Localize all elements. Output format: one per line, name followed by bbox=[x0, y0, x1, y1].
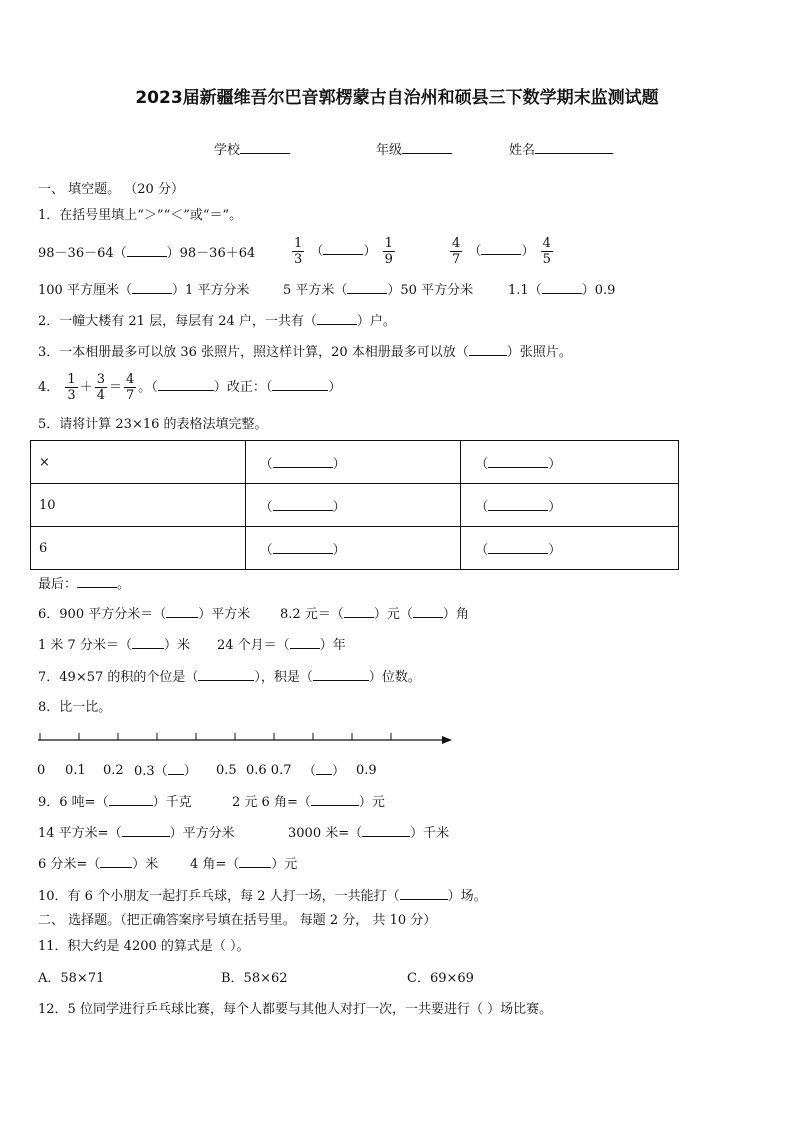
arrow-icon bbox=[442, 736, 452, 744]
q8-prompt: 8．比一比。 bbox=[38, 700, 112, 715]
tick-label: 0 bbox=[37, 763, 46, 778]
fraction: $\frac{1}{3}$ bbox=[67, 372, 76, 403]
fraction: $\frac{4}{7}$ bbox=[452, 236, 461, 267]
q10-text: 10．有 6 个小朋友一起打乒乓球，每 2 人打一场，一共能打（ bbox=[38, 889, 400, 904]
plus-sign: ＋ bbox=[79, 380, 93, 395]
q11-option-a[interactable]: A．58×71 bbox=[38, 971, 105, 986]
q1-compare-5 bbox=[283, 282, 473, 299]
table-cell: × bbox=[31, 441, 246, 484]
answer-blank[interactable] bbox=[239, 856, 271, 868]
answer-blank[interactable] bbox=[488, 456, 548, 468]
name-field[interactable] bbox=[509, 142, 613, 159]
q6-text: ）角 bbox=[442, 607, 469, 622]
answer-blank[interactable] bbox=[488, 542, 548, 554]
answer-blank[interactable] bbox=[542, 282, 582, 294]
q9-text: ）元 bbox=[271, 857, 298, 872]
q1-compare-1 bbox=[38, 245, 255, 262]
name-blank[interactable] bbox=[535, 142, 613, 154]
answer-blank[interactable] bbox=[273, 542, 333, 554]
answer-blank[interactable] bbox=[109, 794, 153, 806]
q1-compare-4-right: ）1 平方分米 bbox=[171, 283, 250, 298]
q5-prompt: 5．请将计算 23×16 的表格法填完整。 bbox=[38, 417, 268, 432]
table-cell: （ ） bbox=[461, 484, 679, 527]
q7-text: ），积是（ bbox=[254, 670, 313, 685]
q2-text: 2．一幢大楼有 21 层，每层有 24 户，一共有（ bbox=[38, 314, 317, 329]
answer-blank[interactable] bbox=[127, 245, 167, 257]
school-field[interactable] bbox=[214, 142, 290, 159]
page-title: 2023届新疆维吾尔巴音郭楞蒙古自治州和硕县三下数学期末监测试题 bbox=[135, 88, 659, 108]
answer-blank[interactable] bbox=[290, 637, 320, 649]
q9-text: 2 元 6 角=（ bbox=[232, 795, 311, 810]
q1-compare-6-right: ）0.9 bbox=[581, 283, 616, 298]
grade-field[interactable] bbox=[376, 142, 452, 159]
q4-text-2: ）改正：（ bbox=[213, 380, 273, 395]
answer-blank[interactable] bbox=[132, 637, 164, 649]
q9-text: ）平方分米 bbox=[169, 826, 235, 841]
q6-row1-b bbox=[280, 606, 469, 623]
q9-row3-b bbox=[190, 856, 297, 873]
q9-text: 6 分米=（ bbox=[38, 857, 101, 872]
q9-row2-a bbox=[38, 825, 235, 842]
answer-blank[interactable] bbox=[311, 794, 359, 806]
q7-text: ）位数。 bbox=[368, 670, 421, 685]
table-cell: 10 bbox=[31, 484, 246, 527]
answer-blank[interactable] bbox=[273, 456, 333, 468]
answer-blank[interactable] bbox=[273, 499, 333, 511]
multiplication-table bbox=[30, 440, 679, 570]
q1-compare-1-right: ）98－36＋64 bbox=[166, 246, 256, 261]
q5-last-label: 最后： bbox=[38, 577, 78, 592]
tick-label: 0.9 bbox=[356, 763, 377, 778]
school-label: 学校 bbox=[214, 143, 241, 158]
answer-blank[interactable] bbox=[316, 763, 332, 775]
q1-compare-5-right: ）50 平方分米 bbox=[387, 283, 474, 298]
answer-blank[interactable] bbox=[317, 313, 357, 325]
fraction: $\frac{3}{4}$ bbox=[96, 372, 105, 403]
answer-blank[interactable] bbox=[344, 606, 374, 618]
tick-label: 0.5 bbox=[216, 763, 237, 778]
name-label: 姓名 bbox=[509, 143, 536, 158]
q4-text-end: ） bbox=[328, 380, 342, 395]
q6-row1-a bbox=[38, 606, 250, 623]
q9-text: 4 角=（ bbox=[190, 857, 240, 872]
q5-last bbox=[38, 576, 130, 593]
table-cell: （ ） bbox=[245, 527, 461, 570]
q6-text: 6．900 平方分米＝（ bbox=[38, 607, 167, 622]
q9-row3-a bbox=[38, 856, 158, 873]
q4-number: 4． bbox=[38, 380, 60, 395]
answer-blank[interactable] bbox=[323, 243, 363, 255]
q1-compare-6 bbox=[508, 282, 615, 299]
answer-blank[interactable] bbox=[488, 499, 548, 511]
answer-blank[interactable] bbox=[469, 344, 507, 356]
answer-blank[interactable] bbox=[132, 282, 172, 294]
q12-prompt: 12．5 位同学进行乒乓球比赛，每个人都要与其他人对打一次，一共要进行（ ）场比赛。 bbox=[38, 1002, 553, 1017]
number-line bbox=[38, 730, 454, 750]
fraction: $\frac{4}{5}$ bbox=[542, 236, 551, 267]
table-cell: （ ） bbox=[461, 441, 679, 484]
q3-text-end: ）张照片。 bbox=[506, 345, 572, 360]
open-paren: （ bbox=[468, 244, 482, 259]
answer-blank[interactable] bbox=[272, 379, 328, 391]
q10-text-end: ）场。 bbox=[447, 889, 487, 904]
answer-blank[interactable] bbox=[168, 763, 184, 775]
q9-text: ）米 bbox=[132, 857, 159, 872]
q11-option-c[interactable]: C．69×69 bbox=[407, 971, 474, 986]
answer-blank[interactable] bbox=[413, 606, 443, 618]
grade-label: 年级 bbox=[376, 143, 403, 158]
q1-compare-2 bbox=[290, 236, 397, 268]
answer-blank[interactable] bbox=[100, 856, 132, 868]
section2-heading: 二、 选择题。（把正确答案序号填在括号里。 每题 2 分， 共 10 分） bbox=[38, 913, 437, 928]
q3-text: 3．一本相册最多可以放 36 张照片，照这样计算，20 本相册最多可以放（ bbox=[38, 345, 469, 360]
q5-last-end: 。 bbox=[117, 577, 131, 592]
table-cell: （ ） bbox=[461, 527, 679, 570]
open-paren: （ bbox=[310, 244, 324, 259]
q4-text: 。（ bbox=[138, 380, 158, 395]
answer-blank[interactable] bbox=[400, 888, 448, 900]
section1-heading: 一、 填空题。 （20 分） bbox=[38, 182, 184, 197]
table-row bbox=[31, 484, 679, 527]
answer-blank[interactable] bbox=[362, 825, 410, 837]
q6-text: 1 米 7 分米＝（ bbox=[38, 638, 132, 653]
q1-prompt: 1．在括号里填上“＞”“＜”或“＝”。 bbox=[38, 208, 243, 223]
q2 bbox=[38, 313, 396, 330]
q10 bbox=[38, 888, 487, 905]
q1-compare-4 bbox=[38, 282, 249, 299]
q11-prompt: 11．积大约是 4200 的算式是（ ）。 bbox=[38, 939, 250, 954]
tick-label: 0.1 bbox=[65, 763, 86, 778]
close-paren: ） bbox=[363, 244, 377, 259]
q9-row1-b bbox=[232, 794, 385, 811]
fraction: $\frac{4}{7}$ bbox=[126, 372, 135, 403]
answer-blank[interactable] bbox=[347, 282, 387, 294]
q9-text: 9．6 吨=（ bbox=[38, 795, 109, 810]
table-cell: （ ） bbox=[245, 441, 461, 484]
q6-text: 8.2 元＝（ bbox=[280, 607, 344, 622]
answer-blank[interactable] bbox=[198, 669, 254, 681]
table-cell: （ ） bbox=[245, 484, 461, 527]
answer-blank[interactable] bbox=[313, 669, 369, 681]
q6-text: 24 个月＝（ bbox=[217, 638, 290, 653]
q9-row2-b bbox=[288, 825, 449, 842]
number-line-ticks bbox=[40, 733, 391, 740]
q6-text: ）米 bbox=[163, 638, 190, 653]
q1-compare-4-left: 100 平方厘米（ bbox=[38, 283, 132, 298]
q1-compare-1-left: 98－36－64（ bbox=[38, 246, 127, 261]
q6-text: ）元（ bbox=[373, 607, 413, 622]
close-paren: ） bbox=[521, 244, 535, 259]
q1-compare-6-left: 1.1（ bbox=[508, 283, 542, 298]
q9-text: ）元 bbox=[358, 795, 385, 810]
table-row bbox=[31, 527, 679, 570]
answer-blank[interactable] bbox=[122, 825, 170, 837]
q9-row1-a bbox=[38, 794, 192, 811]
tick-label: 0.2 bbox=[103, 763, 124, 778]
q7-text: 7．49×57 的积的个位是（ bbox=[38, 670, 199, 685]
q1-compare-5-left: 5 平方米（ bbox=[283, 283, 348, 298]
q6-row2-a bbox=[38, 637, 190, 654]
q6-text: ）平方米 bbox=[198, 607, 251, 622]
q4 bbox=[38, 372, 341, 404]
tick-label-blank: （ ） bbox=[303, 764, 346, 779]
q1-compare-3 bbox=[448, 236, 555, 268]
table-cell: 6 bbox=[31, 527, 246, 570]
q7 bbox=[38, 669, 421, 686]
q11-option-b[interactable]: B．58×62 bbox=[221, 971, 288, 986]
tick-label-with-blank: 0.3（ ） bbox=[134, 764, 197, 779]
q9-text: 3000 米=（ bbox=[288, 826, 363, 841]
q2-text-end: ）户。 bbox=[356, 314, 396, 329]
answer-blank[interactable] bbox=[481, 243, 521, 255]
table-row bbox=[31, 441, 679, 484]
answer-blank[interactable] bbox=[77, 576, 117, 588]
q9-text: 14 平方米=（ bbox=[38, 826, 122, 841]
equals-sign: ＝ bbox=[109, 380, 123, 395]
answer-blank[interactable] bbox=[158, 379, 214, 391]
answer-blank[interactable] bbox=[166, 606, 198, 618]
fraction: $\frac{1}{9}$ bbox=[384, 236, 393, 267]
q9-text: ）千米 bbox=[410, 826, 450, 841]
grade-blank[interactable] bbox=[402, 142, 452, 154]
school-blank[interactable] bbox=[240, 142, 290, 154]
q6-text: ）年 bbox=[319, 638, 346, 653]
q9-text: ）千克 bbox=[152, 795, 192, 810]
fraction: $\frac{1}{3}$ bbox=[294, 236, 303, 267]
tick-label: 0.6 0.7 bbox=[246, 763, 292, 778]
q3 bbox=[38, 344, 572, 361]
q6-row2-b bbox=[217, 637, 346, 654]
